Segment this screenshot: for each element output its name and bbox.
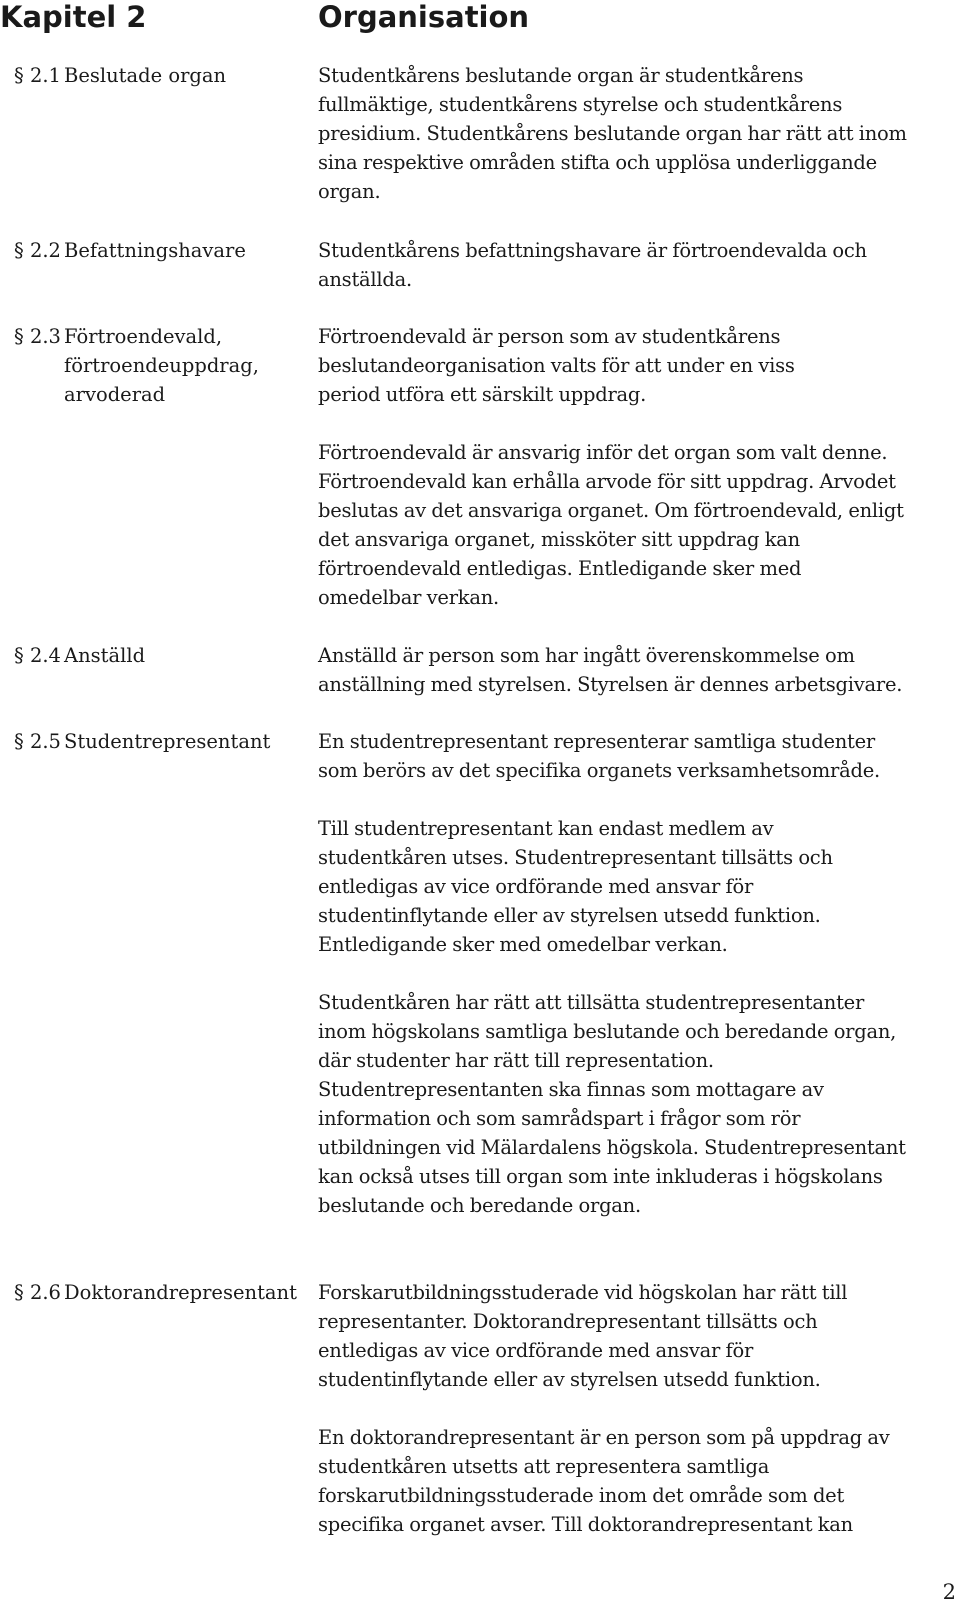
section-body	[318, 236, 958, 294]
section-body	[318, 61, 958, 206]
text-line: Studentkårens beslutande organ är studentkårens	[318, 64, 804, 87]
section-title	[64, 322, 316, 409]
text-line: Studentkårens befattningshavare är förtroendevalda och	[318, 239, 867, 262]
text-line: sina respektive områden stifta och upplösa underliggande	[318, 151, 877, 174]
text-line: förtroendevald entledigas. Entledigande sker med	[318, 557, 802, 580]
text-line: studentkåren utses. Studentrepresentant tillsätts och	[318, 846, 833, 869]
text-line: inom högskolans samtliga beslutande och beredande organ,	[318, 1020, 897, 1043]
section-number: § 2.3	[14, 325, 61, 348]
section-number: § 2.4	[14, 644, 61, 667]
page-number: 2	[942, 1580, 956, 1604]
section-number: § 2.2	[14, 239, 61, 262]
text-line: Forskarutbildningsstuderade vid högskolan har rätt till	[318, 1281, 848, 1304]
text-line: Studentkåren har rätt att tillsätta studentrepresentanter	[318, 991, 865, 1014]
section-body	[318, 322, 958, 612]
section-body	[318, 727, 958, 1220]
chapter-heading	[0, 0, 960, 40]
section-title-line: Förtroendevald,	[64, 325, 223, 348]
paragraph	[318, 1423, 958, 1539]
text-line: specifika organet avser. Till doktorandrepresentant kan	[318, 1513, 853, 1536]
text-line: entledigas av vice ordförande med ansvar för	[318, 875, 754, 898]
paragraph	[318, 814, 958, 959]
section-number: § 2.1	[14, 64, 61, 87]
paragraph	[318, 641, 958, 699]
text-line: beslutas av det ansvariga organet. Om förtroendevald, enligt	[318, 499, 904, 522]
text-line: anställda.	[318, 268, 412, 291]
text-line: forskarutbildningsstuderade inom det område som det	[318, 1484, 845, 1507]
section-title: Befattningshavare	[64, 239, 246, 262]
text-line: det ansvariga organet, missköter sitt uppdrag kan	[318, 528, 800, 551]
text-line: Förtroendevald är person som av studentkårens	[318, 325, 781, 348]
text-line: presidium. Studentkårens beslutande organ har rätt att inom	[318, 122, 907, 145]
section-title-line: förtroendeuppdrag,	[64, 354, 259, 377]
text-line: beslutandeorganisation valts för att under en viss	[318, 354, 795, 377]
text-line: period utföra ett särskilt uppdrag.	[318, 383, 647, 406]
text-line: som berörs av det specifika organets verksamhetsområde.	[318, 759, 880, 782]
section-title-line: arvoderad	[64, 383, 166, 406]
section-body	[318, 1278, 958, 1539]
text-line: Till studentrepresentant kan endast medlem av	[318, 817, 774, 840]
text-line: organ.	[318, 180, 381, 203]
text-line: information och som samrådspart i frågor som rör	[318, 1107, 801, 1130]
section-title: Doktorandrepresentant	[64, 1281, 297, 1304]
text-line: studentinflytande eller av styrelsen utsedd funktion.	[318, 1368, 821, 1391]
paragraph	[318, 988, 958, 1220]
text-line: Anställd är person som har ingått överenskommelse om	[318, 644, 855, 667]
text-line: studentinflytande eller av styrelsen utsedd funktion.	[318, 904, 821, 927]
text-line: Entledigande sker med omedelbar verkan.	[318, 933, 728, 956]
chapter-label: Kapitel 2	[0, 0, 147, 34]
text-line: studentkåren utsetts att representera samtliga	[318, 1455, 770, 1478]
text-line: Förtroendevald är ansvarig inför det organ som valt denne.	[318, 441, 888, 464]
text-line: kan också utses till organ som inte inkluderas i högskolans	[318, 1165, 883, 1188]
section-title: Anställd	[64, 644, 146, 667]
paragraph	[318, 438, 958, 612]
section-number: § 2.6	[14, 1281, 61, 1304]
text-line: utbildningen vid Mälardalens högskola. Studentrepresentant	[318, 1136, 906, 1159]
section-title: Studentrepresentant	[64, 730, 271, 753]
text-line: Studentrepresentanten ska finnas som mottagare av	[318, 1078, 824, 1101]
text-line: entledigas av vice ordförande med ansvar för	[318, 1339, 754, 1362]
text-line: Förtroendevald kan erhålla arvode för sitt uppdrag. Arvodet	[318, 470, 896, 493]
paragraph	[318, 727, 958, 785]
text-line: anställning med styrelsen. Styrelsen är dennes arbetsgivare.	[318, 673, 903, 696]
paragraph	[318, 61, 958, 206]
text-line: där studenter har rätt till representation.	[318, 1049, 714, 1072]
text-line: En studentrepresentant representerar samtliga studenter	[318, 730, 876, 753]
section-title: Beslutade organ	[64, 64, 227, 87]
paragraph	[318, 236, 958, 294]
section-body	[318, 641, 958, 699]
chapter-title: Organisation	[318, 0, 530, 34]
section-number: § 2.5	[14, 730, 61, 753]
paragraph	[318, 322, 958, 409]
text-line: fullmäktige, studentkårens styrelse och studentkårens	[318, 93, 843, 116]
text-line: omedelbar verkan.	[318, 586, 499, 609]
text-line: representanter. Doktorandrepresentant tillsätts och	[318, 1310, 818, 1333]
text-line: En doktorandrepresentant är en person som på uppdrag av	[318, 1426, 890, 1449]
paragraph	[318, 1278, 958, 1394]
text-line: beslutande och beredande organ.	[318, 1194, 641, 1217]
